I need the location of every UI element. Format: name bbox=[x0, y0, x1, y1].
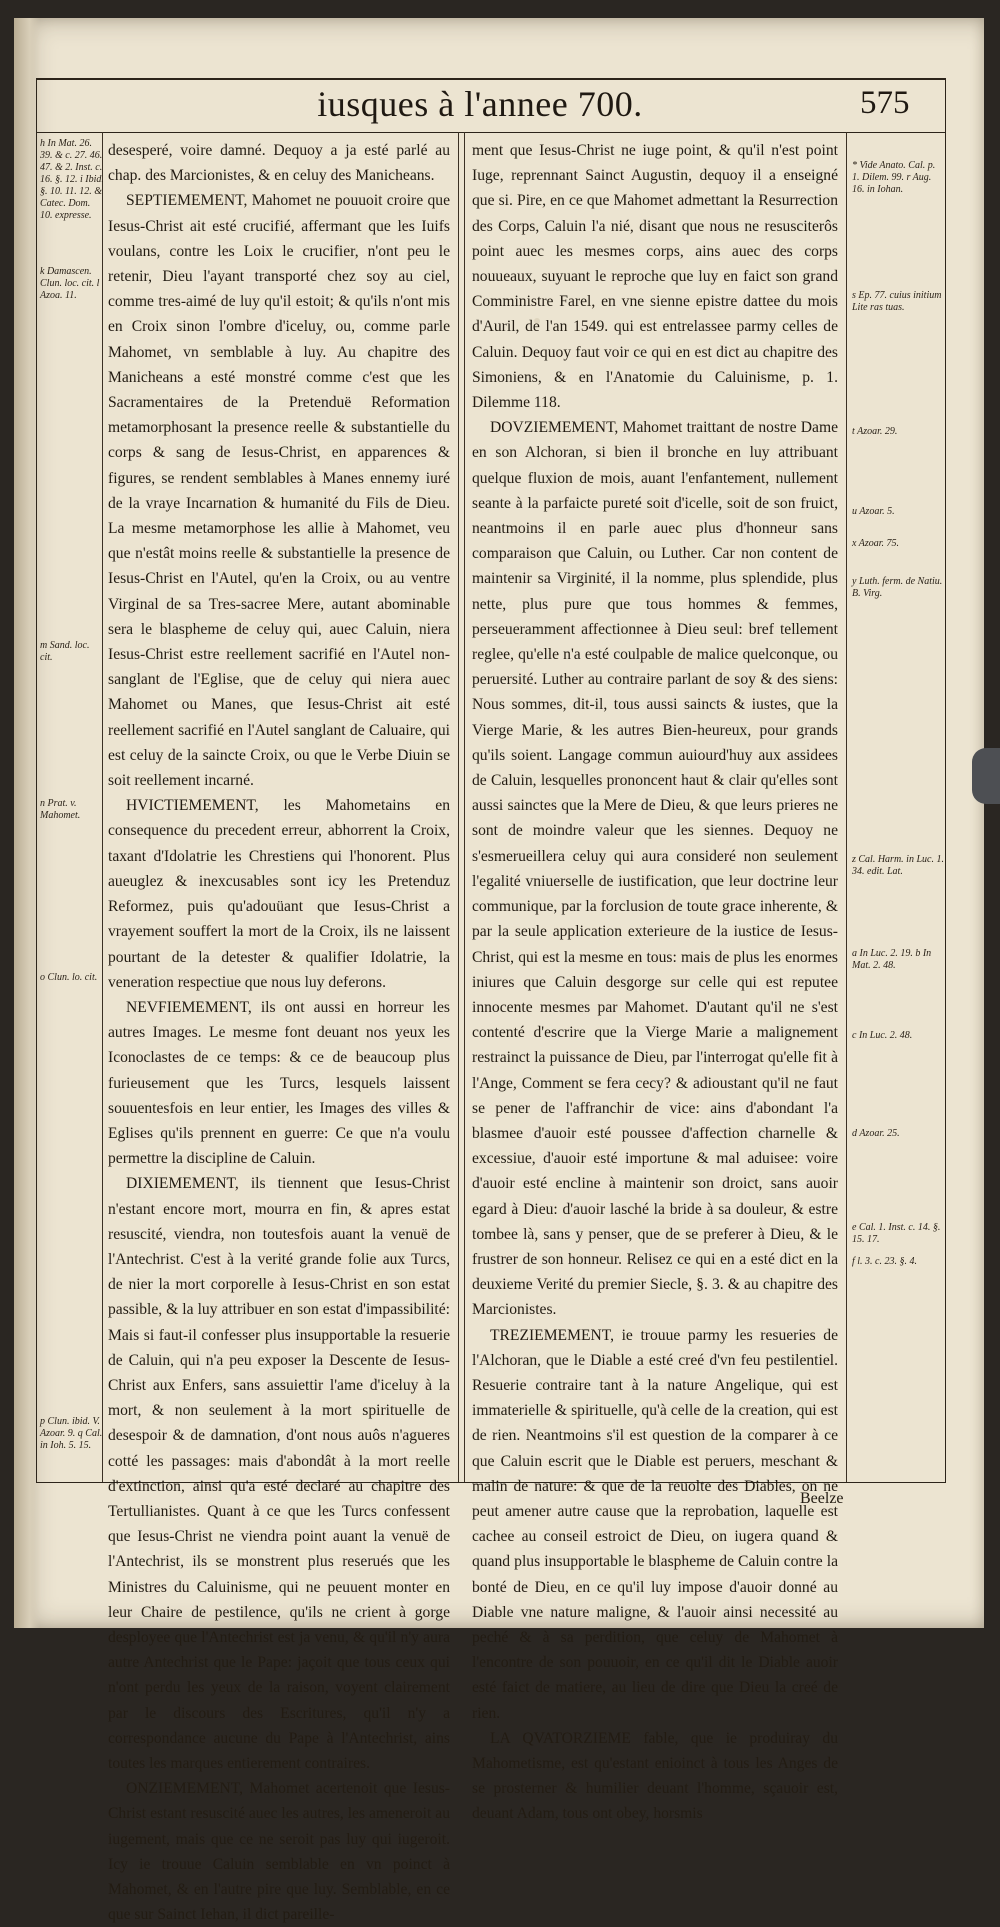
margin-note-left: p Clun. ibid. V. Azoar. 9. q Cal. in Ioh. 5. 15. bbox=[40, 1416, 103, 1451]
right-paragraph: TREZIEMEMENT, ie trouue parmy les resueries de l'Alchoran, que le Diable a esté creé d'vn feu pestilentiel. Resuerie contraire tant à la nature Angelique, qui est immaterielle & spirituelle, qu'à celle de la creation, qui est de rien. Neantmoins s'il est question de la comparer à ce que Caluin escrit que le Diable est peruers, meschant & malin de nature: & que de la reuolte des Diables, on ne peut amener autre cause que la reprobation, laquelle est cachee au conseil estroict de Dieu, on iugera quand & quand plus insupportable le blaspheme de Caluin contre la bonté de Dieu, en ce qu'il luy impose d'auoir donné au Diable vne nature maligne, & l'auoir ainsi necessité au peché & à sa perdition, que celuy de Mahomet à l'encontre de son pouuoir, en ce qu'il dit le Diable auoir esté faict de matiere, au lieu de dire que Dieu la creé de rien. bbox=[472, 1326, 838, 1722]
page-number: 575 bbox=[860, 85, 910, 121]
column-divider-rule bbox=[458, 132, 459, 1482]
catchword: Beelze bbox=[800, 1490, 844, 1507]
text-frame-left bbox=[36, 78, 37, 1482]
left-text-column bbox=[108, 138, 450, 1927]
margin-note-left: m Sand. loc. cit. bbox=[40, 640, 90, 663]
margin-note-left: k Damascen. Clun. loc. cit. l Azoa. 11. bbox=[40, 266, 100, 301]
paper-stain bbox=[704, 1058, 709, 1063]
right-margin-rule bbox=[846, 132, 847, 1482]
margin-note-right: s Ep. 77. cuius initium Lite ras tuas. bbox=[852, 290, 942, 313]
left-paragraph: SEPTIEMEMENT, Mahomet ne pouuoit croire que Iesus-Christ ait esté crucifié, affermant que les Iuifs voulans, contre les Loix le crucifier, n'ont peu le retenir, Dieu l'ayant transporté chez soy au ciel, comme tres-aimé de luy qu'il estoit; & qu'ils n'ont mis en Croix sinon l'ombre d'iceluy, ou, comme parle Mahomet, vn semblable à luy. Au chapitre des Manicheans a esté monstré comme c'est que les Sacramentaires de la Pretenduë Reformation metamorphosant la presence reelle & substantielle du corps & sang de Iesus-Christ, en apparences & figures, se rendent semblables à Manes ennemy iuré de la vraye Incarnation & humanité du Fils de Dieu. La mesme metamorphose les allie à Mahomet, veu que n'estât moins reelle & substantielle la presence de Iesus-Christ en l'Autel, qu'en la Croix, ou au ventre Virginal de sa Tres-sacree Mere, autant abominable sera le blaspheme de celuy qui, auec Caluin, niera Iesus-Christ estre reellement sacrifié en l'Autel non-sanglant de l'Eglise, que de celuy qui niera auec Mahomet ou Manes, que Iesus-Christ ait esté reellement sacrifié en l'Autel sanglant de Caluaire, qui est celuy de la saincte Croix, ou que le Verbe Diuin se soit reellement incarné. bbox=[108, 192, 450, 790]
column-divider-rule-2 bbox=[464, 132, 465, 1482]
margin-note-right: e Cal. 1. Inst. c. 14. §. 15. 17. bbox=[852, 1222, 941, 1245]
header-rule bbox=[36, 78, 946, 80]
margin-note-right: * Vide Anato. Cal. p. 1. Dilem. 99. r Aug. 16. in Iohan. bbox=[852, 160, 936, 195]
right-paragraph: ment que Iesus-Christ ne iuge point, & qu'il n'est point Iuge, reprennant Sainct Augustin, dequoy il a enseigné que si. Pire, en ce que Mahomet admettant la Resurrection des Corps, Caluin l'a nié, disant que nous ne resusciterôs point auec les mesmes corps, ains auec des corps nouueaux, suyuant le reproche que luy en faict son grand Comministre Farel, en vne sienne epistre dattee du mois d'Auril, de l'an 1549. qui est entrelassee parmy celles de Caluin. Dequoy faut voir ce qui en est dict au chapitre des Simoniens, & en l'Anatomie du Caluinisme, p. 1. Dilemme 118. bbox=[472, 142, 838, 412]
left-paragraph: NEVFIEMEMENT, ils ont aussi en horreur les autres Images. Le mesme font deuant nos yeux les Iconoclastes de ce temps: & ce de beaucoup plus furieusement que les Turcs, lesquels laissent souuentesfois en leur entier, les Images des villes & Eglises qu'ils prennent en guerre: Ce que n'a voulu permettre la discipline de Caluin. bbox=[108, 998, 450, 1168]
left-paragraph: DIXIEMEMENT, ils tiennent que Iesus-Christ n'estant encore mort, mourra en fin, & apres estat resuscité, viendra, non toutesfois auant la venuë de l'Antechrist. C'est à la verité grande folie aux Turcs, de nier la mort corporelle à Iesus-Christ en son estat passible, & la luy attribuer en son estat d'impassibilité: Mais si faut-il confesser plus insupportable la resuerie de Caluin, qui n'a peu exposer la Descente de Iesus-Christ aux Enfers, sans assuiettir l'ame d'iceluy à la mort, & non seulement à la mort spirituelle de desespoir & de damnation, d'ont nous auôs n'agueres cotté les passages: mais d'abondât à la mort reelle d'extinction, ainsi qu'a esté declaré au chapitre des Tertullianistes. Quant à ce que les Turcs confessent que Iesus-Christ ne viendra point auant la venuë de l'Antechrist, ils se monstrent plus reserués que les Ministres du Caluinisme, qui ne peuuent monter en leur Chaire de pestilence, qu'ils ne crient à gorge desployee que l'Antechrist est ja venu, & qu'il n'y aura autre Antechrist que le Pape: jaçoit que tous ceux qui n'ont perdu les yeux de la raison, voyent clairement par le discours des Escritures, qu'il n'y a correspondance aucune du Pape à l'Antechrist, ains toutes les marques entierement contraires. bbox=[108, 1175, 450, 1772]
book-page bbox=[14, 18, 984, 1924]
margin-note-right: f l. 3. c. 23. §. 4. bbox=[852, 1256, 917, 1267]
margin-note-right: u Azoar. 5. bbox=[852, 506, 895, 517]
text-frame-right bbox=[945, 78, 946, 1482]
margin-note-right: c In Luc. 2. 48. bbox=[852, 1030, 913, 1041]
left-paragraph: ONZIEMEMENT, Mahomet acertenoit que Iesus-Christ estant resuscité auec les autres, les ameneroit au iugement, mais que ce ne seroit pas luy qui iugeroit. Icy ie trouue Caluin semblable en vn poinct à Mahomet, & en l'autre pire que luy. Semblable, en ce que sur Sainct Iehan, il dict pareille- bbox=[108, 1780, 450, 1924]
left-paragraph: HVICTIEMEMENT, les Mahometains en consequence du precedent erreur, abhorrent la Croix, taxant d'Idolatrie les Chrestiens qui l'honorent. Plus aueuglez & inexcusables sont icy les Pretenduz Reformez, puis qu'adouüant que Iesus-Christ a vrayement souffert la mort de la Croix, ils ne laissent pourtant de la detester & qualifier Idolatrie, la veneration respectiue que nous luy deferons. bbox=[108, 797, 450, 991]
margin-note-left: o Clun. lo. cit. bbox=[40, 972, 98, 983]
margin-note-right: a In Luc. 2. 19. b In Mat. 2. 48. bbox=[852, 948, 932, 971]
right-paragraph: LA QVATORZIEME fable, que ie produiray du Mahometisme, est qu'estant enioinct à tous les Anges de se prosterner & humilier deuant l'homme, sçauoir est, deuant Adam, tous ont obey, horsmis bbox=[472, 1729, 838, 1823]
margin-note-left: n Prat. v. Mahomet. bbox=[40, 798, 81, 821]
right-text-column bbox=[472, 138, 838, 1827]
running-head: iusques à l'annee 700. bbox=[317, 84, 643, 124]
right-paragraph: DOVZIEMEMENT, Mahomet traittant de nostre Dame en son Alchoran, si bien il bronche en luy attribuant quelque fluxion de mois, auant l'enfantement, nullement seante à la parfaicte pureté soit d'icelle, soit de son fruict, neantmoins il en parle auec plus d'honneur sans comparaison que Caluin, ou Luther. Car non content de maintenir sa Virginité, il la nomme, plus splendide, plus nette, plus pure que tous hommes & femmes, perseueramment affectionnee à Dieu seul: bref tellement reglee, qu'elle n'a esté coulpable de malice quelconque, ou peruersité. Luther au contraire parlant de soy & des siens: Nous sommes, dit-il, tous aussi saincts & iustes, que la Vierge Marie, & les autres Bien-heureux, pour grands qu'ils soient. Langage commun auiourd'huy aux assidees de Caluin, lesquelles prononcent haut & clair qu'elles sont aussi sainctes que la Mere de Dieu, & que leurs prieres ne sont de moindre valeur que les siennes. Dequoy ne s'esmerueillera celuy qui aura consideré non seulement l'egalité vniuerselle de iustification, que leur doctrine leur communique, par la forclusion de toute grace inherente, & par la seule application exterieure de la iustice de Iesus-Christ, qui est la mesme en tous: mais de plus les enormes iniures que Caluin desgorge sur celle qui est reputee innocente mesmes par Mahomet. D'autant qu'il ne s'est contenté d'escrire que la Vierge Marie a malignement restrainct la puissance de Dieu, par l'interrogat qu'elle fit à l'Ange, Comment se fera cecy? & adioustant qu'il ne faut se pener de l'affranchir de vice: ains d'abondant l'a blasmee d'auoir esté poussee d'affection charnelle & excessiue, d'auoir esté importune & mal aduisee: voire d'auoir esté encline à maintenir son droict, sans auoir egard à Dieu: d'auoir lasché la bride à sa douleur, & estre tombee là, sans y penser, que de se preferer à Dieu, & le frustrer de son honneur. Relisez ce qui en a esté dict en la deuxieme Verité du premier Siecle, §. 3. & au chapitre des Marcionistes. bbox=[472, 419, 838, 1319]
bookmark-tab bbox=[972, 748, 1000, 804]
margin-note-right: y Luth. ferm. de Natiu. B. Virg. bbox=[852, 576, 943, 599]
margin-note-left: h In Mat. 26. 39. & c. 27. 46. 47. & 2. Inst. c. 16. §. 12. i Ibid. §. 10. 11. 12. & Catec. Dom. 10. expresse. bbox=[40, 138, 104, 221]
left-paragraph: desesperé, voire damné. Dequoy a ja esté parlé au chap. des Marcionistes, & en celuy des Manicheans. bbox=[108, 142, 450, 185]
margin-note-right: d Azoar. 25. bbox=[852, 1128, 900, 1139]
margin-note-right: t Azoar. 29. bbox=[852, 426, 898, 437]
margin-note-right: x Azoar. 75. bbox=[852, 538, 900, 549]
text-frame-top bbox=[36, 132, 946, 133]
margin-note-right: z Cal. Harm. in Luc. 1. 34. edit. Lat. bbox=[852, 854, 944, 877]
paper-stain bbox=[534, 318, 540, 324]
